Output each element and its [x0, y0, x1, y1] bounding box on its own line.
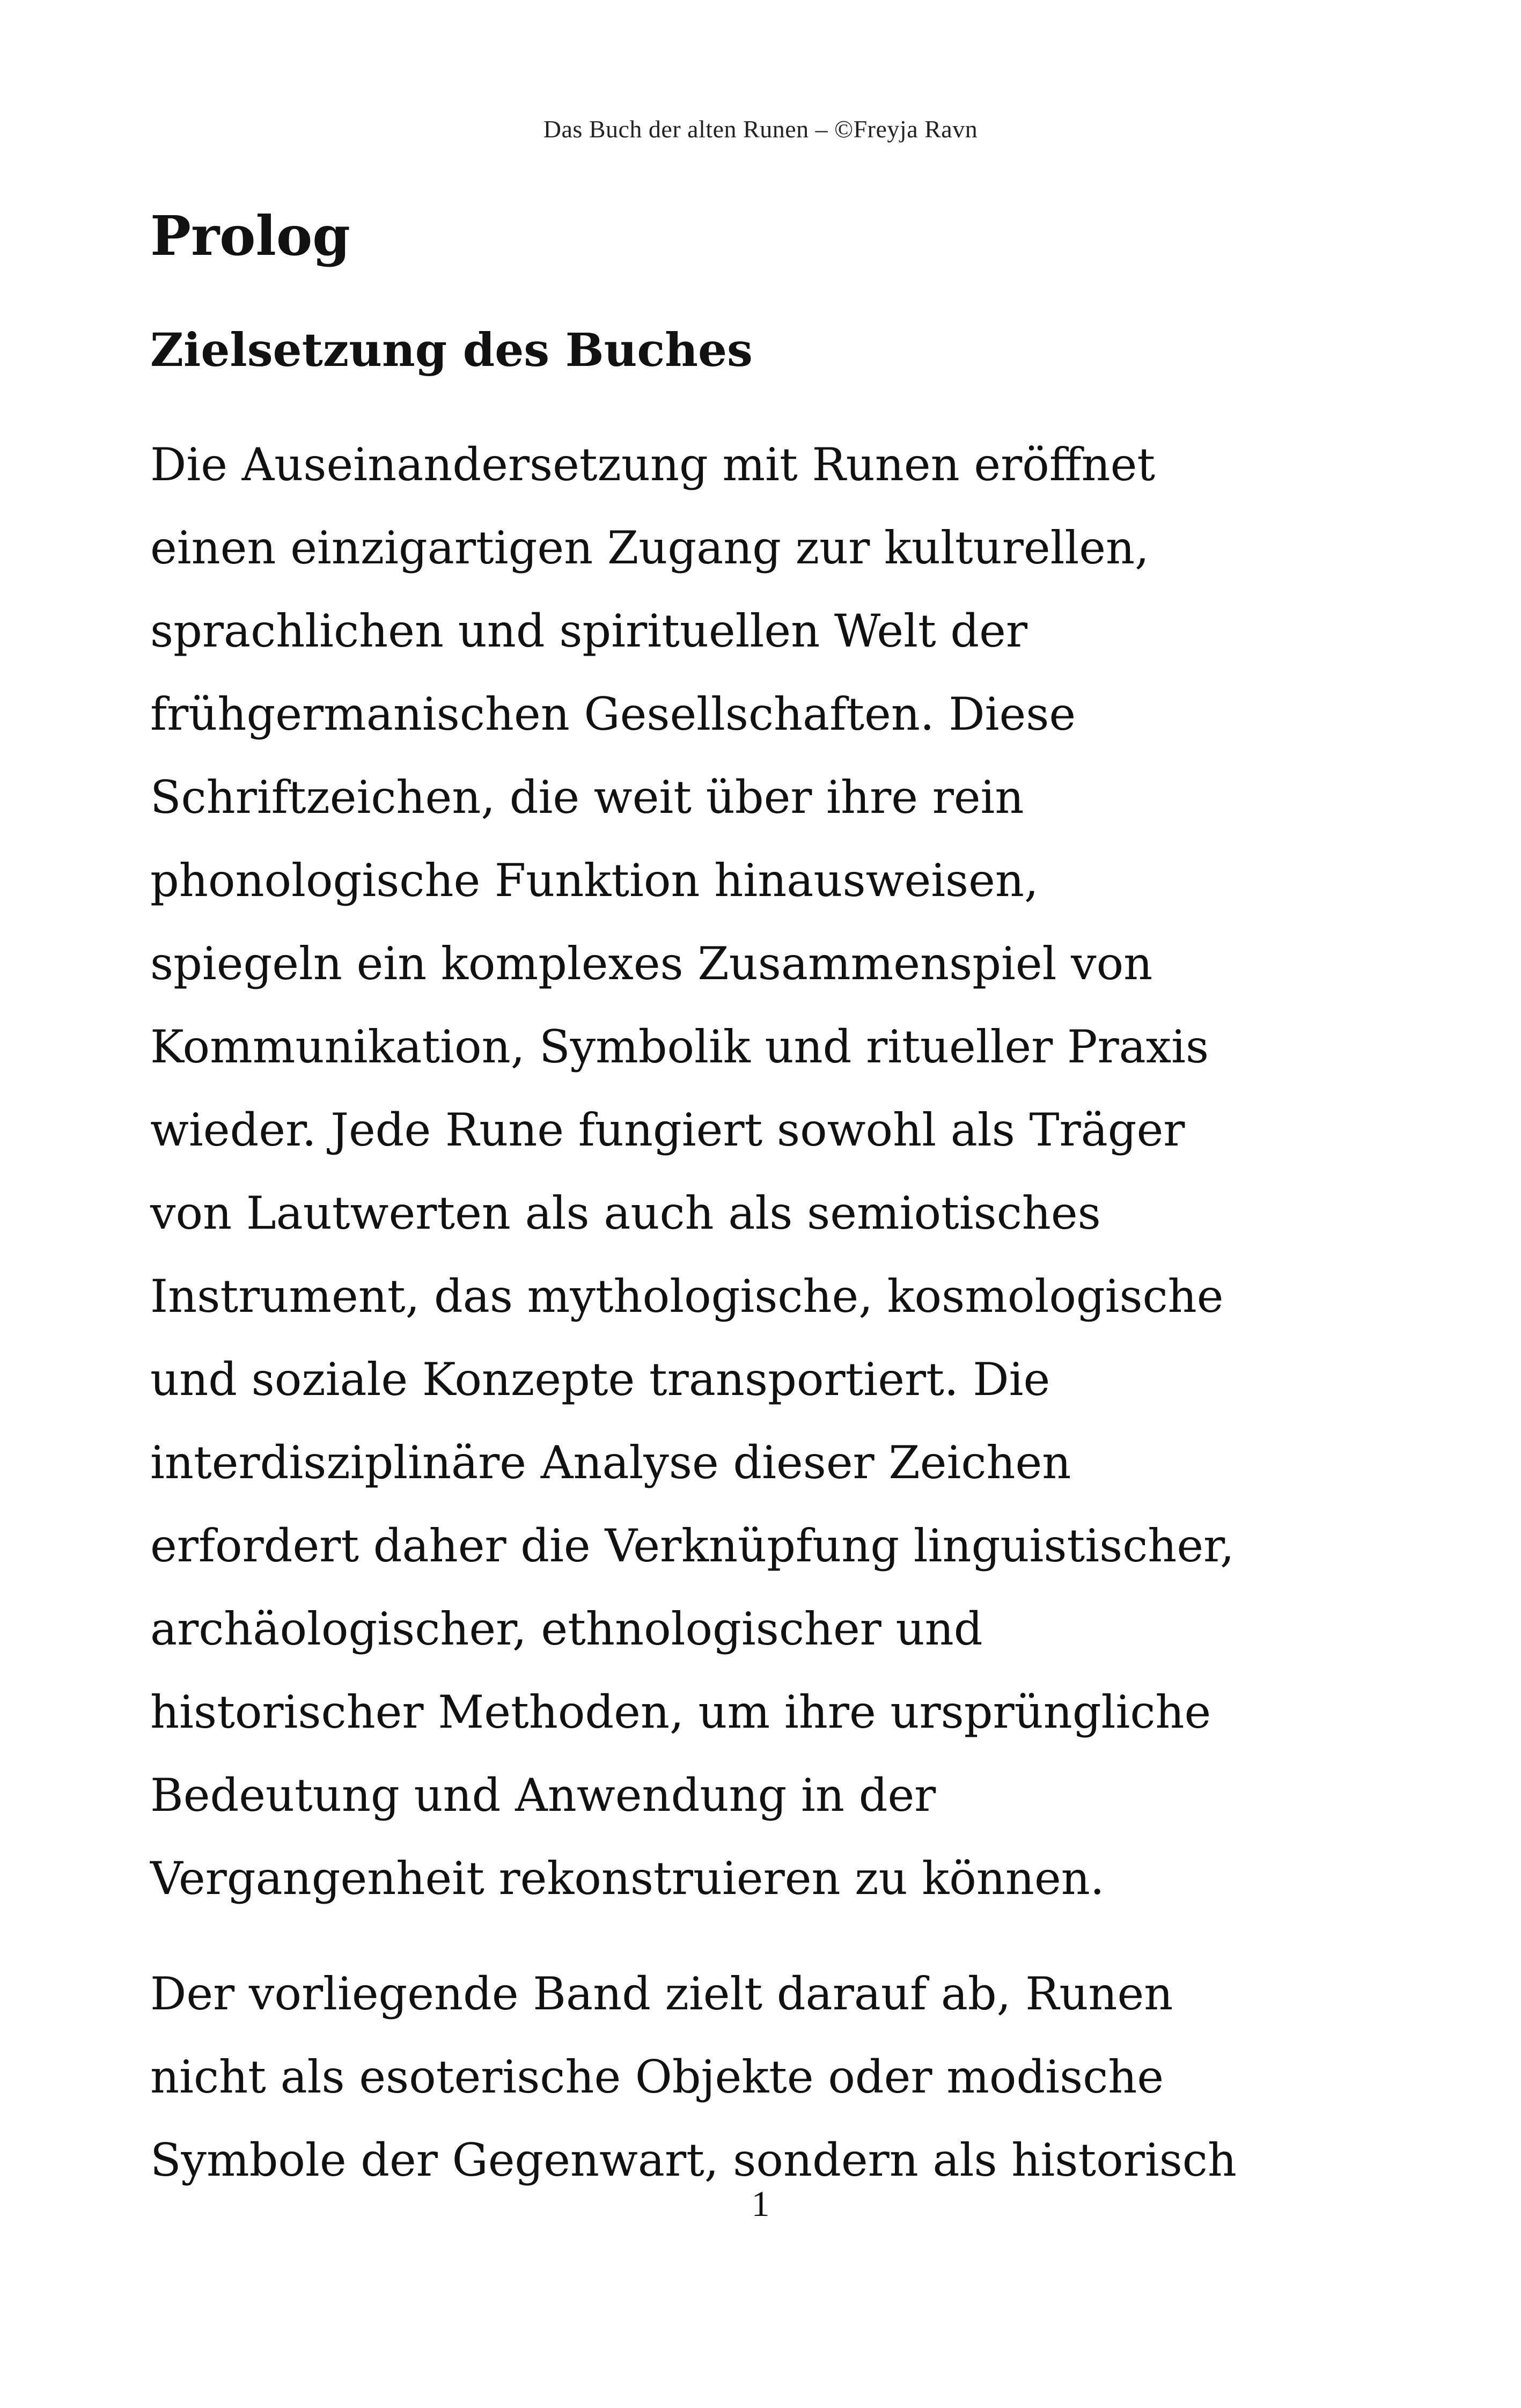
chapter-title: Prolog: [150, 204, 350, 268]
body-paragraph: Der vorliegende Band zielt darauf ab, Runen nicht als esoterische Objekte oder modische Symbole der Gegenwart, sondern als historisch: [150, 1967, 1237, 2186]
running-header: Das Buch der alten Runen – ©Freyja Ravn: [543, 115, 978, 143]
page-content: [150, 199, 1384, 2202]
section-title: Zielsetzung des Buches: [150, 324, 753, 377]
body-paragraph: Die Auseinandersetzung mit Runen eröffnet einen einzigartigen Zugang zur kulturellen, sprachlichen und spirituellen Welt der frühgermanischen Gesellschaften. Diese Schriftzeichen, die weit über ihre rein phonologische Funktion hinausweisen, spiegeln ein komplexes Zusammenspiel von Kommunikation, Symbolik und ritueller Praxis wieder. Jede Rune fungiert sowohl als Träger von Lautwerten als auch als semiotisches Instrument, das mythologische, kosmologische und soziale Konzepte transportiert. Die interdisziplinäre Analyse dieser Zeichen erfordert daher die Verknüpfung linguistischer, archäologischer, ethnologischer und historischer Methoden, um ihre ursprüngliche Bedeutung und Anwendung in der Vergangenheit rekonstruieren zu können.: [150, 438, 1235, 1905]
page-number: 1: [751, 2183, 770, 2224]
